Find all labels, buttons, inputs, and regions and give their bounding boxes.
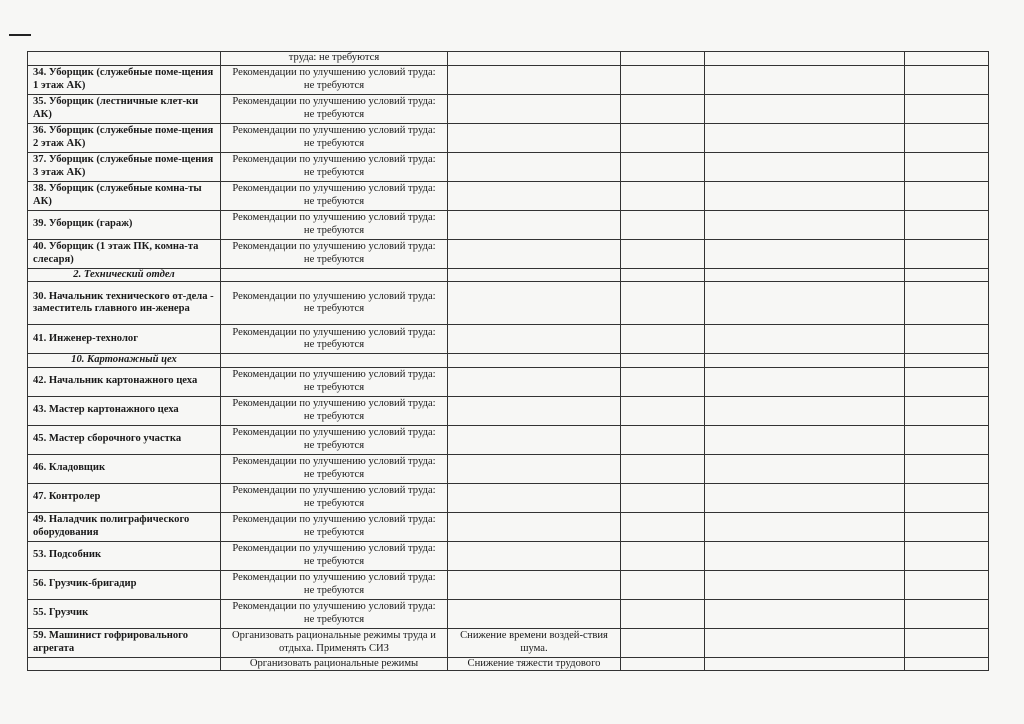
- table-row: [28, 181, 989, 210]
- empty-cell: [705, 599, 905, 628]
- empty-cell: [705, 454, 905, 483]
- section-row: [28, 268, 989, 282]
- empty-cell: [705, 396, 905, 425]
- goal: [448, 599, 621, 628]
- goal: [448, 123, 621, 152]
- recommendation: Рекомендации по улучшению условий труда: не требуются: [221, 425, 448, 454]
- empty-cell: [621, 123, 705, 152]
- table-row: [28, 325, 989, 354]
- position-name: 49. Наладчик полиграфического оборудования: [28, 512, 221, 541]
- empty-cell: [621, 512, 705, 541]
- goal: [448, 282, 621, 325]
- empty-cell: [621, 367, 705, 396]
- recommendation: Рекомендации по улучшению условий труда: не требуются: [221, 282, 448, 325]
- recommendation: Рекомендации по улучшению условий труда: не требуются: [221, 65, 448, 94]
- empty-cell: [621, 657, 705, 671]
- empty-cell: [705, 483, 905, 512]
- table-row: [28, 483, 989, 512]
- recommendation: Рекомендации по улучшению условий труда: не требуются: [221, 210, 448, 239]
- empty-cell: [621, 210, 705, 239]
- recommendation: Рекомендации по улучшению условий труда: не требуются: [221, 599, 448, 628]
- empty-cell: [705, 65, 905, 94]
- recommendation: Рекомендации по улучшению условий труда: не требуются: [221, 570, 448, 599]
- position-name: 46. Кладовщик: [28, 454, 221, 483]
- table-row: [28, 396, 989, 425]
- recommendation: Рекомендации по улучшению условий труда: не требуются: [221, 512, 448, 541]
- table-row: [28, 541, 989, 570]
- position-name: 40. Уборщик (1 этаж ПК, комна-та слесаря): [28, 239, 221, 268]
- empty-cell: [905, 483, 989, 512]
- empty-cell: [905, 657, 989, 671]
- empty-cell: [705, 628, 905, 657]
- work-conditions-table: [27, 51, 989, 671]
- empty-cell: [705, 123, 905, 152]
- recommendation: Рекомендации по улучшению условий труда: не требуются: [221, 325, 448, 354]
- position-name: 35. Уборщик (лестничные клет-ки АК): [28, 94, 221, 123]
- empty-cell: [905, 367, 989, 396]
- goal: [448, 210, 621, 239]
- table-row: [28, 152, 989, 181]
- recommendation: Рекомендации по улучшению условий труда: не требуются: [221, 483, 448, 512]
- position-name: 39. Уборщик (гараж): [28, 210, 221, 239]
- table-row: [28, 628, 989, 657]
- position-name: 43. Мастер картонажного цеха: [28, 396, 221, 425]
- table-row: [28, 367, 989, 396]
- empty-cell: [705, 657, 905, 671]
- position-name: 55. Грузчик: [28, 599, 221, 628]
- recommendation: Рекомендации по улучшению условий труда: не требуются: [221, 541, 448, 570]
- empty-cell: [705, 367, 905, 396]
- table-row: [28, 210, 989, 239]
- goal: [448, 181, 621, 210]
- recommendation: Рекомендации по улучшению условий труда: не требуются: [221, 123, 448, 152]
- empty-cell: [705, 425, 905, 454]
- goal: [448, 367, 621, 396]
- empty-cell: [621, 541, 705, 570]
- goal: [448, 541, 621, 570]
- section-title: 10. Картонажный цех: [28, 354, 221, 368]
- empty-cell: [705, 94, 905, 123]
- empty-cell: [705, 181, 905, 210]
- empty-cell: [905, 325, 989, 354]
- empty-cell: [905, 454, 989, 483]
- table-row: [28, 425, 989, 454]
- empty-cell: [705, 152, 905, 181]
- empty-cell: [905, 599, 989, 628]
- goal: [448, 65, 621, 94]
- recommendation: Организовать рациональные режимы труда и отдыха. Применять СИЗ: [221, 628, 448, 657]
- goal: [448, 570, 621, 599]
- continuation-text: труда: не требуются: [221, 52, 448, 66]
- table-row: [28, 599, 989, 628]
- empty-cell: [905, 210, 989, 239]
- goal: [448, 239, 621, 268]
- empty-cell: [621, 454, 705, 483]
- empty-cell: [905, 123, 989, 152]
- position-name: 38. Уборщик (служебные комна-ты АК): [28, 181, 221, 210]
- recommendation: Рекомендации по улучшению условий труда: не требуются: [221, 367, 448, 396]
- empty-cell: [621, 628, 705, 657]
- table-row: [28, 657, 989, 671]
- empty-cell: [905, 181, 989, 210]
- goal: [448, 94, 621, 123]
- empty-cell: [705, 570, 905, 599]
- position-name: [28, 657, 221, 671]
- position-name: 36. Уборщик (служебные поме-щения 2 этаж АК): [28, 123, 221, 152]
- position-name: 34. Уборщик (служебные поме-щения 1 этаж АК): [28, 65, 221, 94]
- empty-cell: [705, 282, 905, 325]
- empty-cell: [905, 425, 989, 454]
- margin-mark: [9, 34, 31, 36]
- empty-cell: [621, 570, 705, 599]
- empty-cell: [621, 94, 705, 123]
- recommendation: Рекомендации по улучшению условий труда: не требуются: [221, 454, 448, 483]
- recommendation: Рекомендации по улучшению условий труда: не требуются: [221, 396, 448, 425]
- table-row: [28, 570, 989, 599]
- recommendation: Организовать рациональные режимы: [221, 657, 448, 671]
- goal: [448, 325, 621, 354]
- empty-cell: [905, 628, 989, 657]
- table-row: [28, 512, 989, 541]
- empty-cell: [621, 282, 705, 325]
- recommendation: Рекомендации по улучшению условий труда: не требуются: [221, 181, 448, 210]
- empty-cell: [621, 152, 705, 181]
- empty-cell: [905, 282, 989, 325]
- recommendation: Рекомендации по улучшению условий труда: не требуются: [221, 239, 448, 268]
- empty-cell: [905, 239, 989, 268]
- empty-cell: [905, 65, 989, 94]
- table-row: [28, 65, 989, 94]
- table-row: [28, 282, 989, 325]
- recommendation: Рекомендации по улучшению условий труда: не требуются: [221, 152, 448, 181]
- empty-cell: [621, 425, 705, 454]
- position-name: 30. Начальник технического от-дела - заместитель главного ин-женера: [28, 282, 221, 325]
- empty-cell: [621, 181, 705, 210]
- position-name: 45. Мастер сборочного участка: [28, 425, 221, 454]
- empty-cell: [621, 599, 705, 628]
- goal: [448, 512, 621, 541]
- goal: Снижение времени воздей-ствия шума.: [448, 628, 621, 657]
- empty-cell: [905, 152, 989, 181]
- position-name: 53. Подсобник: [28, 541, 221, 570]
- table-row: [28, 239, 989, 268]
- continuation-row: [28, 52, 989, 66]
- position-name: 41. Инженер-технолог: [28, 325, 221, 354]
- goal: [448, 396, 621, 425]
- position-name: 37. Уборщик (служебные поме-щения 3 этаж АК): [28, 152, 221, 181]
- empty-cell: [621, 65, 705, 94]
- empty-cell: [621, 325, 705, 354]
- empty-cell: [905, 570, 989, 599]
- recommendation: Рекомендации по улучшению условий труда: не требуются: [221, 94, 448, 123]
- empty-cell: [705, 512, 905, 541]
- empty-cell: [705, 239, 905, 268]
- empty-cell: [705, 210, 905, 239]
- position-name: 59. Машинист гофрировального агрегата: [28, 628, 221, 657]
- table-row: [28, 94, 989, 123]
- empty-cell: [905, 396, 989, 425]
- empty-cell: [705, 541, 905, 570]
- goal: [448, 425, 621, 454]
- empty-cell: [905, 512, 989, 541]
- goal: [448, 483, 621, 512]
- goal: Снижение тяжести трудового: [448, 657, 621, 671]
- section-row: [28, 354, 989, 368]
- position-name: 42. Начальник картонажного цеха: [28, 367, 221, 396]
- empty-cell: [905, 94, 989, 123]
- empty-cell: [621, 396, 705, 425]
- position-name: 47. Контролер: [28, 483, 221, 512]
- position-name: 56. Грузчик-бригадир: [28, 570, 221, 599]
- table-row: [28, 454, 989, 483]
- empty-cell: [621, 239, 705, 268]
- goal: [448, 152, 621, 181]
- empty-cell: [705, 325, 905, 354]
- empty-cell: [905, 541, 989, 570]
- section-title: 2. Технический отдел: [28, 268, 221, 282]
- goal: [448, 454, 621, 483]
- empty-cell: [621, 483, 705, 512]
- table-row: [28, 123, 989, 152]
